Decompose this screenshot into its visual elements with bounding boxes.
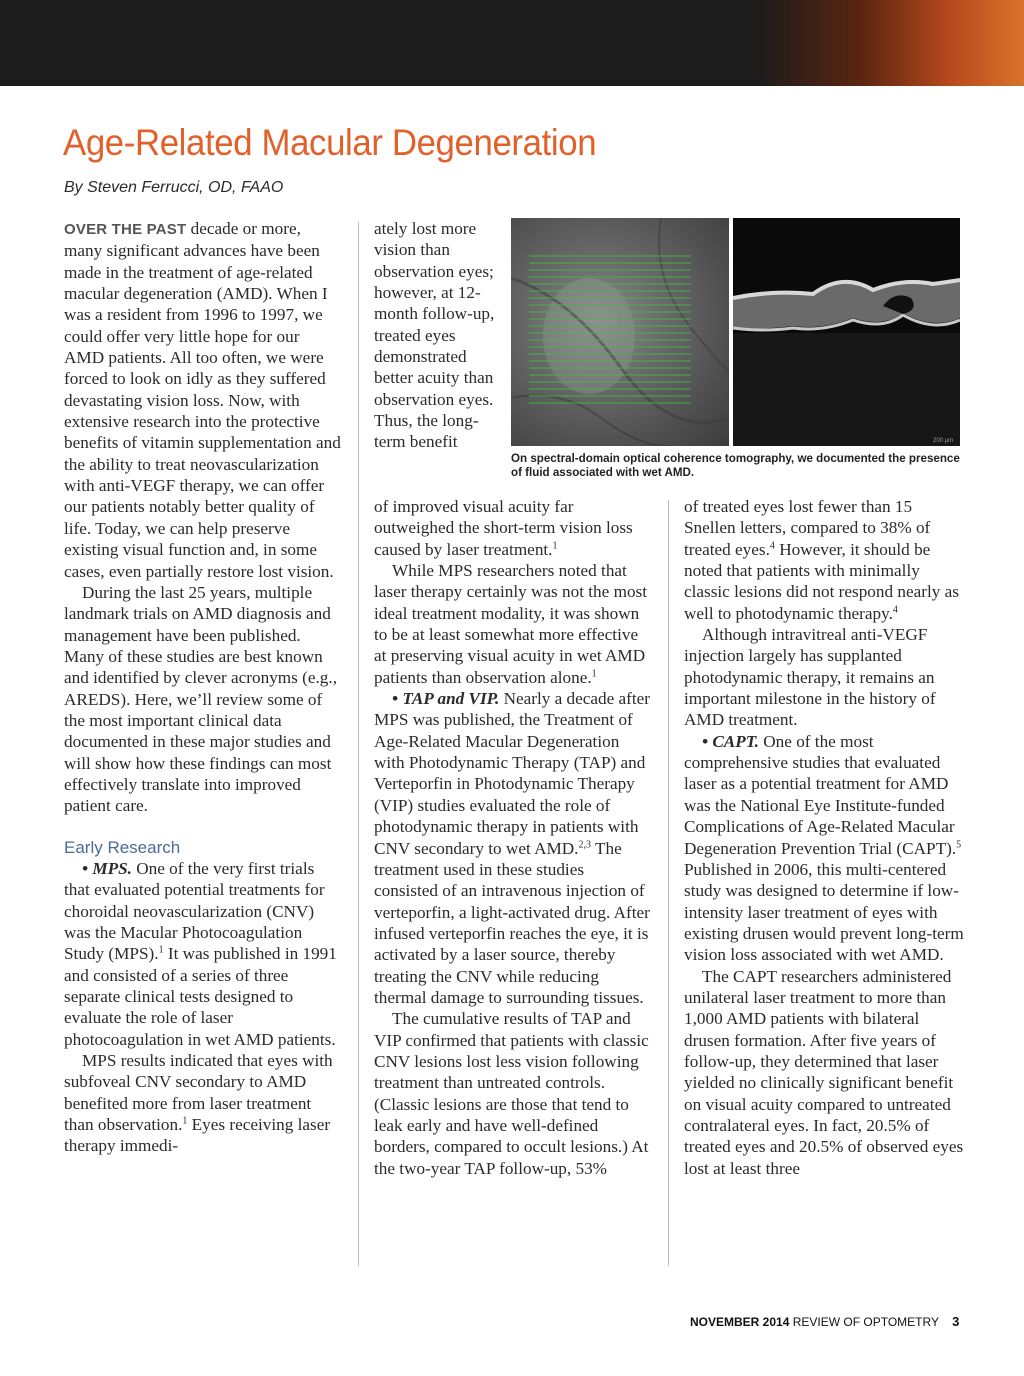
oct-scan-graphic (733, 218, 960, 446)
paragraph: of treated eyes lost fewer than 15 Snellen letters, compared to 38% of treated eyes.$^4$ However, it should be noted that patients with minimally classic lesions did not respond nearly as well to photodynamic therapy.$^4$ (684, 497, 959, 623)
paragraph: The CAPT researchers administered unilateral laser treatment to more than 1,000 AMD patients with bilateral drusen formation. After five years of follow-up, they determined that laser yielded no clinically significant benefit on visual acuity compared to untreated contralateral eyes. In fact, 20.5% of treated eyes and 20.5% of observed eyes lost at least three (684, 966, 964, 1178)
reference: 1 (182, 1115, 188, 1127)
capt-label: • CAPT. (702, 731, 759, 751)
reference: 1 (591, 668, 597, 680)
byline: By Steven Ferrucci, OD, FAAO (64, 179, 284, 196)
page-number: 3 (952, 1314, 960, 1329)
column-1 (64, 218, 342, 1157)
tap-vip-label: • TAP and VIP. (392, 689, 500, 709)
reference: 1 (158, 944, 164, 956)
paragraph: While MPS researchers noted that laser therapy certainly was not the most ideal treatment modality, it was shown to be at least somewhat more effective at preserving visual acuity in wet AMD patients than observation alone.$^1$ (374, 561, 648, 687)
paragraph: The cumulative results of TAP and VIP confirmed that patients with classic CNV lesions lost less vision following treatment than untreated controls. (Classic lesions are those that tend to leak early and have well-defined borders, compared to occult lesions.) At the two-year TAP follow-up, 53% (374, 1009, 649, 1178)
lead-in: OVER THE PAST (64, 221, 187, 238)
figure-caption: On spectral-domain optical coherence tomography, we documented the presence of fluid associated with wet AMD. (511, 452, 960, 479)
paragraph-mps: • MPS. One of the very first trials that evaluated potential treatments for choroidal neovascularization (CNV) was the Macular Photocoagulation Study (MPS).$^1$ It was published in 1991 and consisted of a series of three separate clinical tests designed to evaluate the role of laser photocoagulation in wet AMD patients. (64, 858, 337, 1049)
section-heading: Early Research (64, 837, 181, 857)
article-title: Age-Related Macular Degeneration (63, 122, 597, 163)
fundus-image (511, 218, 729, 446)
issue-date: NOVEMBER 2014 (690, 1315, 790, 1329)
paragraph: During the last 25 years, multiple landmark trials on AMD diagnosis and management have been published. Many of these studies are best known and identified by clever acronyms (e.g., AREDS). Here, we’ll review some of the most important clinical data documented in these major studies and will show how these findings can most effectively translate into improved patient care. (64, 582, 337, 816)
column-2-top (374, 218, 500, 453)
magazine-name: REVIEW OF OPTOMETRY (792, 1315, 939, 1329)
paragraph-intro: OVER THE PAST decade or more, many significant advances have been made in the treatment of age-related macular degeneration (AMD). When I was a resident from 1996 to 1997, we could offer very little hope for our AMD patients. All too often, we were forced to look on idly as they suffered devastating vision loss. Now, with extensive research into the protective benefits of vitamin supplementation and the ability to treat neovascularization with anti-VEGF therapy, we can offer our patients notably better quality of life. Today, we can help preserve existing visual function and, in some cases, even partially restore lost vision. (64, 219, 341, 581)
paragraph-capt: • CAPT. One of the most comprehensive studies that evaluated laser as a potential treatment for AMD was the National Eye Institute-funded Complications of Age-Related Macular Degeneration Prevention Trial (CAPT).$^5$ Published in 2006, this multi-centered study was designed to determine if low-intensity laser treatment of eyes with existing drusen would prevent long-term vision loss associated with wet AMD. (684, 731, 964, 965)
column-2 (374, 496, 652, 1179)
column-divider (358, 222, 359, 1266)
scale-label: 200 µm (933, 438, 954, 444)
paragraph-tap-vip: • TAP and VIP. Nearly a decade after MPS was published, the Treatment of Age-Related Macular Degeneration with Photodynamic Therapy (TAP) and Verteporfin in Photodynamic Therapy (VIP) studies evaluated the role of photodynamic therapy in patients with CNV secondary to wet AMD.$^{2,3}$ The treatment used in these studies consisted of an intravenous injection of verteporfin, a light-activated drug. After infused verteporfin reaches the eye, it is activated by a laser source, thereby treating the CNV while reducing thermal damage to surrounding tissues. (374, 689, 651, 1007)
paragraph: of improved visual acuity far outweighed the short-term vision loss caused by laser treatment.$^1$ (374, 497, 633, 559)
fundus-scan-graphic (511, 218, 729, 446)
page-footer (690, 1314, 959, 1329)
reference: 1 (552, 539, 558, 551)
reference: 5 (956, 838, 962, 850)
reference: 4 (769, 539, 775, 551)
column-3 (684, 496, 964, 1179)
paragraph: ately lost more vision than observation eyes; however, at 12-month follow-up, treated eyes demonstrated better acuity than observation eyes. Thus, the long-term benefit (374, 219, 495, 452)
reference: 2,3 (578, 838, 591, 850)
header-banner (0, 0, 1024, 86)
paragraph: MPS results indicated that eyes with subfoveal CNV secondary to AMD benefited more from laser treatment than observation.$^1$ Eyes receiving laser therapy immedi- (64, 1051, 333, 1156)
mps-label: • MPS. (82, 858, 132, 878)
paragraph: Although intravitreal anti-VEGF injection largely has supplanted photodynamic therapy, it remains an important milestone in the history of AMD treatment. (684, 625, 936, 730)
reference: 4 (892, 603, 898, 615)
oct-image (733, 218, 960, 446)
column-divider (668, 500, 669, 1266)
